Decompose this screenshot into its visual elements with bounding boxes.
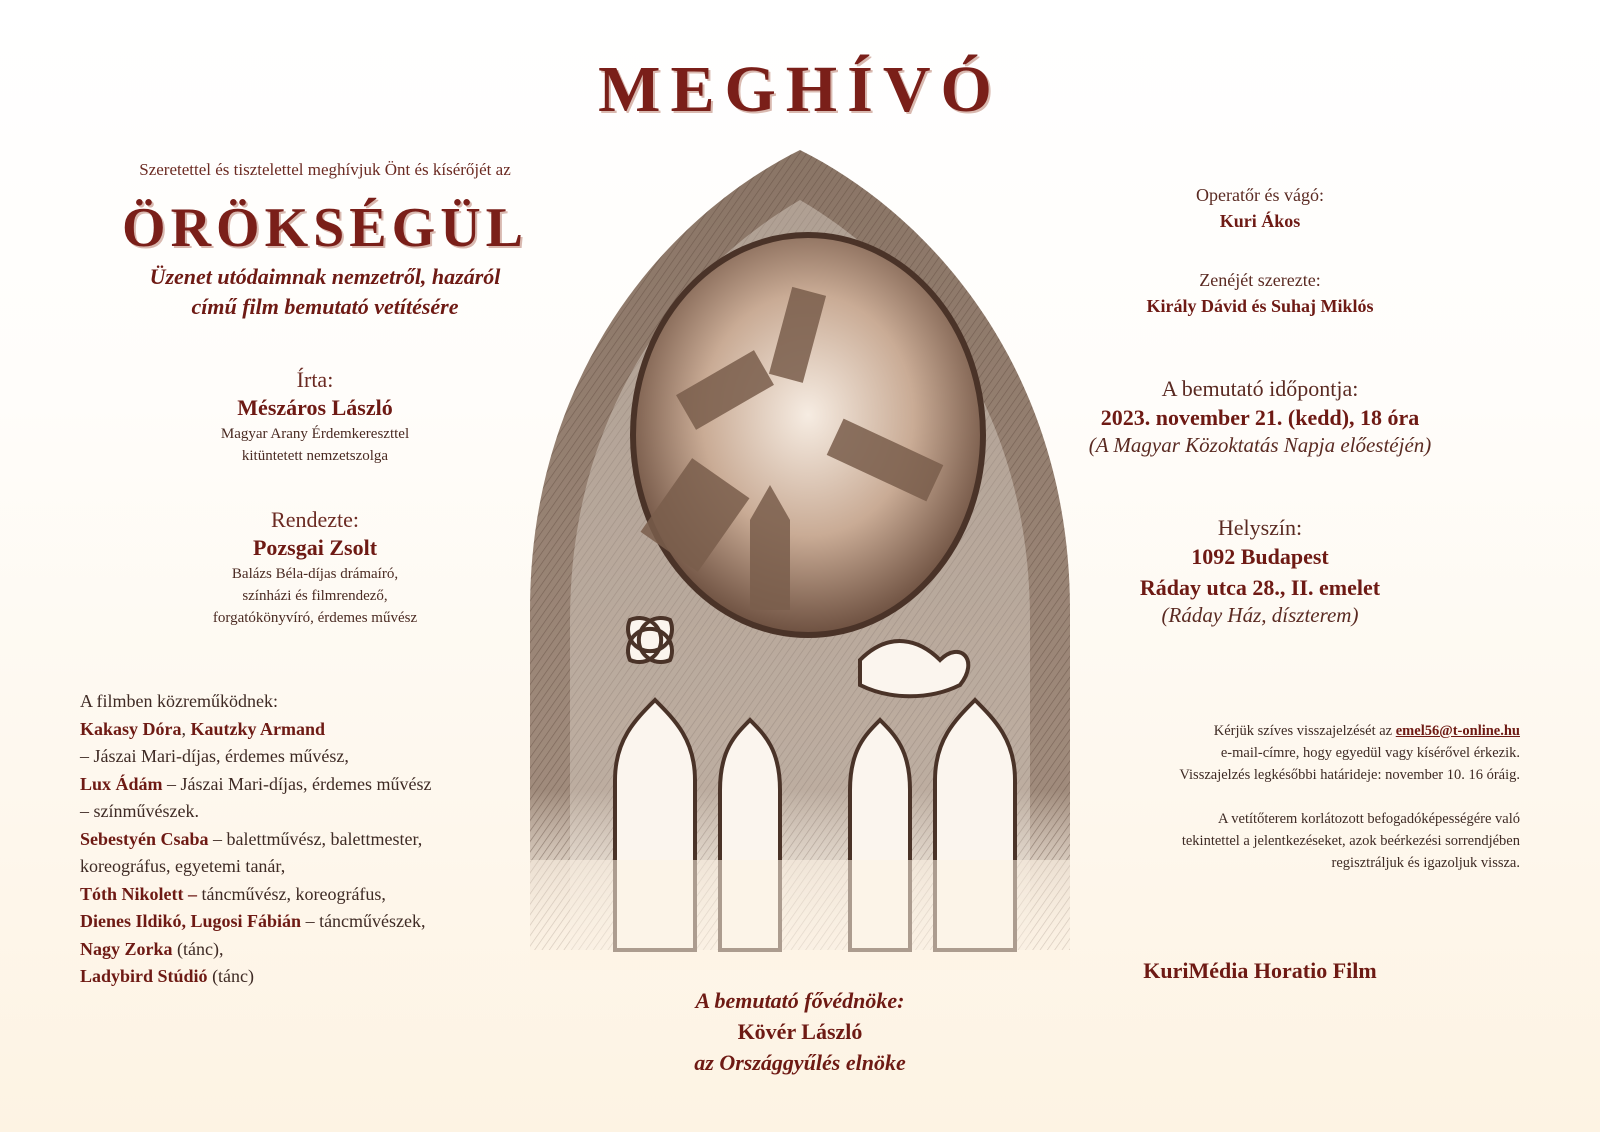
invitation-intro: Szeretettel és tisztelettel meghívjuk Önt és kísérőjét az <box>139 160 511 179</box>
event-date <box>1040 376 1480 458</box>
quatrefoil-left <box>628 618 672 662</box>
cast-line <box>80 771 520 799</box>
venue-label: Helyszín: <box>1217 515 1303 540</box>
event-venue <box>1040 515 1480 628</box>
director-desc-2: színházi és filmrendező, <box>242 588 388 604</box>
patron-block <box>560 985 1040 1078</box>
director-name: Pozsgai Zsolt <box>252 535 378 560</box>
cast-name: Lux Ádám <box>80 773 163 794</box>
music-credit <box>1060 270 1460 317</box>
rsvp-line: A vetítőterem korlátozott befogadóképességére való <box>1218 811 1520 827</box>
date-value: 2023. november 21. (kedd), 18 óra <box>1100 405 1420 430</box>
music-label: Zenéjét szerezte: <box>1199 270 1321 290</box>
venue-line-1: 1092 Budapest <box>1191 544 1329 569</box>
cast-line <box>80 881 520 909</box>
film-subtitle <box>70 262 580 322</box>
director-desc-3: forgatókönyvíró, érdemes művész <box>212 610 418 626</box>
cast-desc: (tánc), <box>172 938 224 959</box>
cast-desc: (tánc) <box>207 966 255 986</box>
cast-name: Dienes Ildikó, Lugosi Fábián <box>80 911 302 931</box>
film-subtitle-line2: című film bemutató vetítésére <box>191 294 459 319</box>
gothic-window-illustration <box>530 140 1070 970</box>
page-title: MEGHÍVÓ <box>598 53 1002 126</box>
rsvp-line: tekintettel a jelentkezéseket, azok beérkezési sorrendjében <box>1181 833 1520 849</box>
cast-line <box>80 908 520 936</box>
director-label: Rendezte: <box>271 507 359 532</box>
cast-label: A filmben közreműködnek: <box>80 691 278 711</box>
cast-line <box>80 826 520 854</box>
rsvp-spacer <box>1030 786 1520 808</box>
cast-name: Sebestyén Csaba <box>80 828 209 849</box>
rsvp-block <box>1030 720 1520 874</box>
camera-label: Operatőr és vágó: <box>1196 185 1324 205</box>
patron-name: Kövér László <box>737 1019 863 1044</box>
cast-name: Kakasy Dóra <box>80 718 182 739</box>
rsvp-line: e-mail-címre, hogy egyedül vagy kísérővel érkezik. <box>1220 745 1520 761</box>
cast-list <box>80 688 520 991</box>
music-name: Király Dávid és Suhaj Miklós <box>1146 296 1374 316</box>
writer-name: Mészáros László <box>237 395 393 420</box>
cast-line <box>80 963 520 991</box>
writer-desc-1: Magyar Arany Érdemkereszttel <box>220 426 410 442</box>
bottom-fade <box>530 860 1070 970</box>
rsvp-line: regisztráljuk és igazoljuk vissza. <box>1331 855 1520 871</box>
cast-desc: – táncművészek, <box>301 911 426 931</box>
film-title: ÖRÖKSÉGÜL <box>122 197 528 259</box>
writer-label: Írta: <box>296 367 334 392</box>
camera-name: Kuri Ákos <box>1219 211 1301 231</box>
cast-name: Ladybird Stúdió <box>80 966 208 986</box>
camera-credit <box>1060 185 1460 232</box>
writer-block <box>150 367 480 467</box>
cast-line: – színművészek. <box>80 801 199 821</box>
film-subtitle-line1: Üzenet utódaimnak nemzetről, hazáról <box>149 264 501 289</box>
venue-note: (Ráday Ház, díszterem) <box>1161 603 1359 627</box>
cast-line <box>80 936 520 964</box>
church-tower <box>750 520 790 610</box>
date-note: (A Magyar Közoktatás Napja előestéjén) <box>1088 433 1432 457</box>
writer-desc-2: kitüntetett nemzetszolga <box>241 448 389 464</box>
patron-title: az Országgyűlés elnöke <box>694 1050 906 1075</box>
cast-separator: , <box>181 718 191 739</box>
director-block <box>150 507 480 629</box>
rsvp-line: Visszajelzés legkésőbbi határideje: november 10. 16 óráig. <box>1179 767 1520 783</box>
patron-label: A bemutató fővédnöke: <box>695 988 905 1013</box>
cast-line <box>80 716 520 744</box>
cast-desc: – Jászai Mari-díjas, érdemes művész <box>162 773 432 794</box>
rsvp-email-link[interactable]: emel56@t-online.hu <box>1395 723 1520 739</box>
cast-name: Nagy Zorka <box>80 938 173 959</box>
rsvp-line <box>1030 720 1520 742</box>
cast-name: Kautzky Armand <box>190 718 326 739</box>
cast-desc: táncművész, koreográfus, <box>197 883 386 904</box>
director-desc-1: Balázs Béla-díjas drámaíró, <box>231 566 399 582</box>
cast-name: Tóth Nikolett – <box>80 883 197 904</box>
cast-desc: – balettművész, balettmester, <box>208 828 423 849</box>
cast-line: – Jászai Mari-díjas, érdemes művész, <box>80 746 349 766</box>
date-label: A bemutató időpontja: <box>1161 376 1359 401</box>
production-company: KuriMédia Horatio Film <box>1143 958 1377 983</box>
cast-line: koreográfus, egyetemi tanár, <box>80 856 286 876</box>
rsvp-text: Kérjük szíves visszajelzését az <box>1213 723 1396 739</box>
venue-line-2: Ráday utca 28., II. emelet <box>1139 575 1381 600</box>
